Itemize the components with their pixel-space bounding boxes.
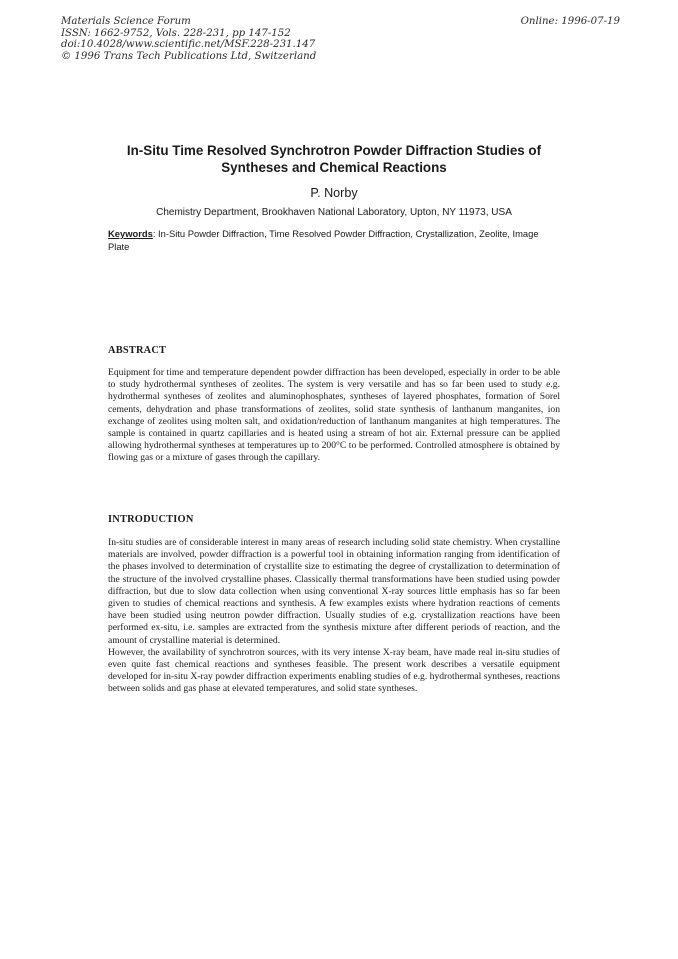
introduction-paragraph-1: In-situ studies are of considerable interest in many areas of research including solid state chemistry. When crystalline materials are involved, powder diffraction is a powerful tool in obtaining information ranging from identification of the phases involved to determination of crystallite size to estimating the degree of crystallization to determination of the structure of the involved crystalline phases. Classically thermal transformations have been studied using powder diffraction, but due to slow data collection when using conventional X-ray sources little emphasis has so far been given to studies of chemical reactions and synthesis. A few examples exists where hydration reactions of cements have been studied using neutron powder diffraction. Usually studies of e.g. crystallization reactions have been performed ex-situ, i.e. samples are extracted from the synthesis mixture after different periods of reaction, and the amount of crystalline material is determined.: [108, 537, 560, 646]
online-date: Online: 1996-07-19: [520, 16, 620, 27]
publication-header: [61, 16, 361, 62]
paper-title: In-Situ Time Resolved Synchrotron Powder Diffraction Studies of Syntheses and Chemical Reactions: [126, 143, 542, 175]
abstract-paragraph: Equipment for time and temperature dependent powder diffraction has been developed, especially in order to be able to study hydrothermal syntheses of zeolites. The system is very versatile and has so far been used to study e.g. hydrothermal syntheses of zeolites and aluminophosphates, syntheses of layered phosphates, formation of Sorel cements, dehydration and phase transformations of zeolites, solid state synthesis of lanthanum manganites, ion exchange of zeolites using molten salt, and oxidation/reduction of lanthanum manganites at high temperatures. The sample is contained in quartz capillaries and is heated using a stream of hot air. External pressure can be applied allowing hydrothermal syntheses at temperatures up to 200°C to be performed. Controlled atmosphere is obtained by flowing gas or a mixture of gases through the capillary.: [108, 367, 560, 464]
introduction-text: [108, 537, 560, 696]
abstract-heading: ABSTRACT: [108, 345, 167, 356]
introduction-paragraph-2: However, the availability of synchrotron sources, with its very intense X-ray beam, have made real in-situ studies of even quite fast chemical reactions and syntheses feasible. The present work describes a versatile equipment developed for in-situ X-ray powder diffraction experiments enabling studies of e.g. hydrothermal syntheses, reactions between solids and gas phase at elevated temperatures, and solid state syntheses.: [108, 646, 560, 695]
copyright-line: © 1996 Trans Tech Publications Ltd, Switzerland: [61, 50, 317, 62]
paper-author: P. Norby: [310, 186, 358, 200]
title-block: [96, 142, 572, 218]
author-affiliation: Chemistry Department, Brookhaven National Laboratory, Upton, NY 11973, USA: [156, 207, 512, 218]
journal-name: Materials Science Forum: [61, 16, 191, 27]
keywords: [108, 228, 560, 253]
introduction-heading: INTRODUCTION: [108, 514, 194, 525]
keywords-list: : In-Situ Powder Diffraction, Time Resolved Powder Diffraction, Crystallization, Zeolite, Image Plate: [108, 228, 539, 252]
issn-line: ISSN: 1662-9752, Vols. 228-231, pp 147-152: [61, 27, 291, 39]
abstract-text: [108, 367, 560, 465]
doi-line[interactable]: doi:10.4028/www.scientific.net/MSF.228-231.147: [61, 39, 316, 51]
keywords-label: Keywords: [108, 228, 153, 239]
